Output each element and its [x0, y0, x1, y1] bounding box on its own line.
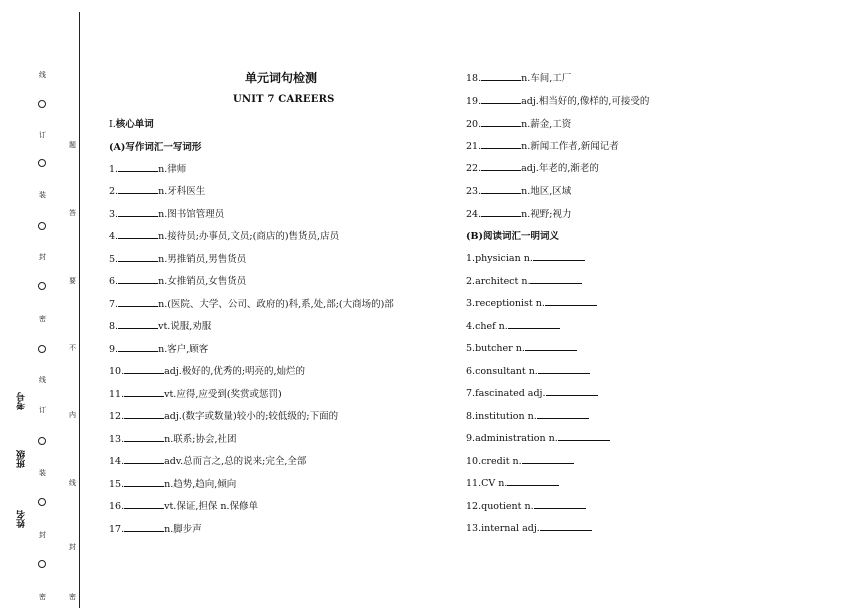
item-definition: n.趋势,趋向,倾向 — [164, 479, 237, 490]
item-number: 24. — [466, 209, 482, 220]
reading-item — [466, 431, 610, 444]
section-number: Ⅰ. — [109, 119, 116, 130]
binding-char: 线 — [39, 71, 46, 79]
item-definition: n.车间,工厂 — [521, 73, 572, 84]
item-definition: n.牙科医生 — [158, 186, 206, 197]
vocab-item — [109, 318, 211, 332]
item-number: 10. — [109, 366, 125, 377]
item-number: 2. — [109, 186, 119, 197]
vocab-item — [109, 386, 282, 400]
part-a-title: (A)写作词汇一写词形 — [109, 142, 202, 153]
binding-char: 密 — [69, 593, 76, 601]
vocab-item — [466, 160, 599, 174]
item-number: 11. — [109, 389, 125, 400]
reading-item — [466, 319, 560, 332]
name-label: 姓名 — [17, 510, 27, 528]
answer-blank[interactable] — [481, 94, 521, 104]
reading-word: 4.chef n. — [466, 321, 508, 332]
reading-item — [466, 476, 559, 489]
binding-hole-circle — [38, 159, 46, 167]
binding-char: 要 — [69, 277, 76, 285]
answer-blank[interactable] — [124, 454, 164, 464]
binding-char: 线 — [39, 376, 46, 384]
reading-word: 11.CV n. — [466, 478, 508, 489]
vocab-item — [109, 251, 246, 265]
answer-blank[interactable] — [118, 252, 158, 262]
answer-blank[interactable] — [545, 296, 597, 306]
item-definition: adj.(数字或数量)较小的;较低级的;下面的 — [164, 411, 339, 422]
binding-hole-circle — [38, 100, 46, 108]
item-definition: n.图书馆管理员 — [158, 209, 225, 220]
item-number: 21. — [466, 141, 482, 152]
item-number: 4. — [109, 231, 119, 242]
answer-blank[interactable] — [481, 161, 521, 171]
item-number: 15. — [109, 479, 125, 490]
binding-hole-circle — [38, 498, 46, 506]
item-definition: adj.极好的,优秀的;明亮的,灿烂的 — [164, 366, 306, 377]
item-definition: n.新闻工作者,新闻记者 — [521, 141, 619, 152]
reading-word: 13.internal adj. — [466, 523, 540, 534]
vocab-item — [109, 431, 236, 445]
page-title: 单元词句检测 — [245, 71, 318, 85]
binding-char: 题 — [69, 141, 76, 149]
item-definition: vt.应得,应受到(奖赏或惩罚) — [164, 389, 282, 400]
reading-word: 5.butcher n. — [466, 343, 525, 354]
answer-blank[interactable] — [124, 387, 164, 397]
binding-char: 封 — [39, 253, 46, 261]
binding-char: 封 — [69, 543, 76, 551]
answer-blank[interactable] — [537, 409, 589, 419]
reading-word: 1.physician n. — [466, 253, 533, 264]
binding-hole-circle — [38, 282, 46, 290]
answer-blank[interactable] — [118, 319, 158, 329]
reading-word: 3.receptionist n. — [466, 298, 545, 309]
vocab-item — [466, 116, 571, 130]
item-definition: n.男推销员,男售货员 — [158, 254, 247, 265]
answer-blank[interactable] — [481, 207, 521, 217]
item-definition: n.客户,顾客 — [158, 344, 209, 355]
answer-blank[interactable] — [124, 522, 164, 532]
item-definition: n.(医院、大学、公司、政府的)科,系,处,部;(大商场的)部 — [158, 299, 394, 310]
binding-char: 订 — [39, 406, 46, 414]
item-number: 17. — [109, 524, 125, 535]
binding-char: 不 — [69, 344, 76, 352]
binding-char: 密 — [39, 593, 46, 601]
answer-blank[interactable] — [124, 477, 164, 487]
vocab-item — [109, 273, 246, 287]
reading-word: 9.administration n. — [466, 433, 558, 444]
section-title: 核心单词 — [115, 119, 154, 130]
answer-blank[interactable] — [534, 499, 586, 509]
item-number: 16. — [109, 501, 125, 512]
item-definition: n.脚步声 — [164, 524, 202, 535]
vocab-item — [466, 138, 619, 152]
answer-blank[interactable] — [118, 229, 158, 239]
answer-blank[interactable] — [507, 476, 559, 486]
answer-blank[interactable] — [540, 521, 592, 531]
item-number: 18. — [466, 73, 482, 84]
vocab-item — [466, 206, 571, 220]
answer-blank[interactable] — [118, 297, 158, 307]
item-number: 6. — [109, 276, 119, 287]
part-b-title: (B)阅读词汇一明词义 — [466, 231, 560, 242]
reading-word: 7.fascinated adj. — [466, 388, 546, 399]
item-number: 3. — [109, 209, 119, 220]
reading-word: 2.architect n. — [466, 276, 531, 287]
binding-char: 密 — [39, 315, 46, 323]
item-definition: n.女推销员,女售货员 — [158, 276, 247, 287]
reading-word: 8.institution n. — [466, 411, 537, 422]
unit-subtitle: UNIT 7 CAREERS — [233, 94, 335, 105]
vocab-item — [466, 93, 649, 107]
item-definition: adj.相当好的,像样的,可接受的 — [521, 96, 650, 107]
item-number: 20. — [466, 119, 482, 130]
answer-blank[interactable] — [118, 342, 158, 352]
item-definition: n.薪金,工资 — [521, 119, 572, 130]
answer-blank[interactable] — [558, 431, 610, 441]
answer-blank[interactable] — [538, 364, 590, 374]
reading-item — [466, 251, 585, 264]
vocab-item — [109, 206, 224, 220]
binding-line — [79, 12, 80, 608]
binding-char: 线 — [69, 479, 76, 487]
binding-hole-circle — [38, 222, 46, 230]
item-definition: adv.总而言之,总的说来;完全,全部 — [164, 456, 307, 467]
class-label: 班级 — [17, 450, 27, 468]
answer-blank[interactable] — [508, 319, 560, 329]
binding-hole-circle — [38, 437, 46, 445]
reading-word: 6.consultant n. — [466, 366, 538, 377]
vocab-item — [109, 341, 208, 355]
item-number: 14. — [109, 456, 125, 467]
reading-item — [466, 386, 598, 399]
answer-blank[interactable] — [525, 341, 577, 351]
answer-blank[interactable] — [118, 274, 158, 284]
binding-char: 封 — [39, 531, 46, 539]
binding-hole-circle — [38, 560, 46, 568]
vocab-item — [109, 453, 306, 467]
item-number: 7. — [109, 299, 119, 310]
binding-char: 内 — [69, 411, 76, 419]
answer-blank[interactable] — [530, 274, 582, 284]
item-number: 22. — [466, 163, 482, 174]
reading-item — [466, 499, 586, 512]
binding-char: 装 — [39, 191, 46, 199]
item-number: 19. — [466, 96, 482, 107]
item-definition: n.联系;协会,社团 — [164, 434, 237, 445]
binding-margin — [0, 0, 84, 608]
item-number: 5. — [109, 254, 119, 265]
vocab-item — [466, 183, 571, 197]
exam-number-label: 考号 — [17, 392, 27, 410]
item-definition: n.地区,区域 — [521, 186, 572, 197]
item-definition: n.接待员;办事员,文员;(商店的)售货员,店员 — [158, 231, 340, 242]
answer-blank[interactable] — [533, 251, 585, 261]
item-definition: n.视野;视力 — [521, 209, 572, 220]
item-definition: vt.保证,担保 n.保修单 — [164, 501, 258, 512]
reading-item — [466, 454, 574, 467]
item-number: 9. — [109, 344, 119, 355]
vocab-item — [109, 296, 394, 310]
vocab-item — [109, 476, 236, 490]
item-number: 23. — [466, 186, 482, 197]
item-definition: vt.说服,劝服 — [158, 321, 212, 332]
answer-blank[interactable] — [124, 364, 164, 374]
reading-item — [466, 274, 582, 287]
vocab-item — [109, 161, 186, 175]
item-definition: adj.年老的,渐老的 — [521, 163, 599, 174]
item-number: 1. — [109, 164, 119, 175]
answer-blank[interactable] — [118, 162, 158, 172]
answer-blank[interactable] — [118, 184, 158, 194]
vocab-item — [109, 183, 205, 197]
answer-blank[interactable] — [124, 432, 164, 442]
answer-blank[interactable] — [124, 409, 164, 419]
item-number: 8. — [109, 321, 119, 332]
reading-item — [466, 409, 589, 422]
vocab-item — [109, 363, 305, 377]
binding-char: 装 — [39, 469, 46, 477]
reading-item — [466, 296, 597, 309]
reading-item — [466, 364, 590, 377]
answer-blank[interactable] — [481, 117, 521, 127]
vocab-item — [466, 70, 571, 84]
binding-char: 答 — [69, 209, 76, 217]
answer-blank[interactable] — [118, 207, 158, 217]
answer-blank[interactable] — [522, 454, 574, 464]
binding-hole-circle — [38, 345, 46, 353]
item-number: 12. — [109, 411, 125, 422]
item-definition: n.律师 — [158, 164, 187, 175]
section-heading — [109, 116, 154, 130]
reading-item — [466, 341, 577, 354]
answer-blank[interactable] — [481, 71, 521, 81]
answer-blank[interactable] — [124, 499, 164, 509]
vocab-item — [109, 521, 202, 535]
reading-word: 12.quotient n. — [466, 501, 534, 512]
item-number: 13. — [109, 434, 125, 445]
reading-item — [466, 521, 592, 534]
binding-char: 订 — [39, 131, 46, 139]
answer-blank[interactable] — [481, 139, 521, 149]
vocab-item — [109, 498, 258, 512]
vocab-item — [109, 408, 338, 422]
answer-blank[interactable] — [481, 184, 521, 194]
reading-word: 10.credit n. — [466, 456, 522, 467]
answer-blank[interactable] — [546, 386, 598, 396]
vocab-item — [109, 228, 339, 242]
